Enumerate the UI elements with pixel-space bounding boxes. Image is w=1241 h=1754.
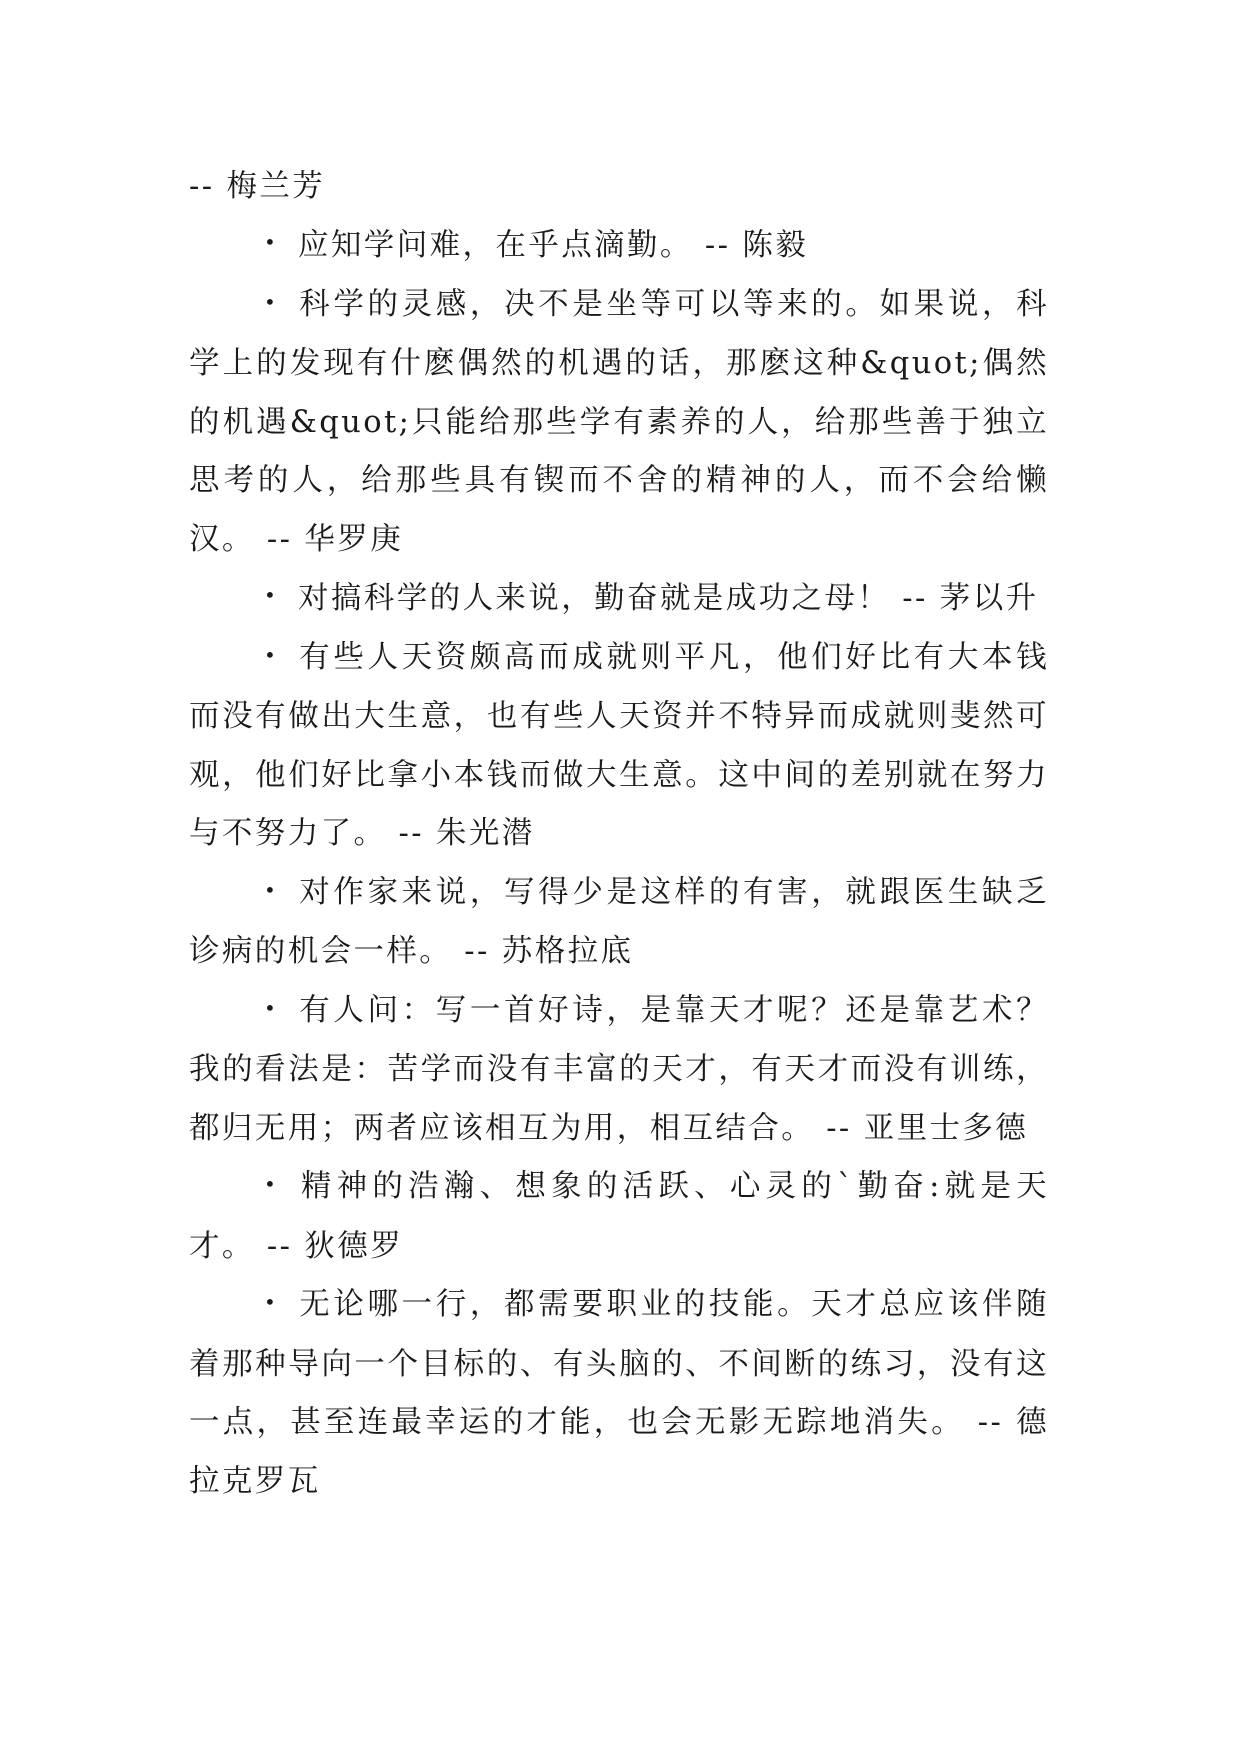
list-item (189, 276, 1049, 570)
quote-text: 精神的浩瀚、想象的活跃、心灵的`勤奋:就是天才。 -- 狄德罗 (189, 1169, 1049, 1264)
quote-text: 有些人天资颇高而成就则平凡，他们好比有大本钱而没有做出大生意，也有些人天资并不特异而成就则斐然可观，他们好比拿小本钱而做大生意。这中间的差别就在努力与不努力了。 -- 朱光潜 (189, 639, 1049, 852)
quote-text: 对作家来说，写得少是这样的有害，就跟医生缺乏诊病的机会一样。 -- 苏格拉底 (189, 874, 1049, 970)
list-item (189, 629, 1049, 864)
bullet-icon: • (264, 877, 279, 902)
quote-text: 有人问：写一首好诗，是靠天才呢？还是靠艺术？我的看法是：苦学而没有丰富的天才，有天才而没有训练，都归无用；两者应该相互为用，相互结合。 -- 亚里士多德 (189, 992, 1049, 1146)
bullet-icon: • (264, 289, 279, 314)
bullet-icon: • (264, 230, 279, 255)
quote-text: 对搞科学的人来说，勤奋就是成功之母！ -- 茅以升 (298, 580, 1039, 616)
quote-text: 无论哪一行，都需要职业的技能。天才总应该伴随着那种导向一个目标的、有头脑的、不间断的练习，没有这一点，甚至连最幸运的才能，也会无影无踪地消失。 -- 德拉克罗瓦 (189, 1287, 1049, 1499)
bullet-icon: • (264, 1172, 279, 1197)
list-item (189, 1276, 1049, 1511)
quote-text: 科学的灵感，决不是坐等可以等来的。如果说，科学上的发现有什麽偶然的机遇的话，那麽这种&quot;偶然的机遇&quot;只能给那些学有素养的人，给那些善于独立思考的人，给那些具有锲而不舍的精神的人，而不会给懒汉。 -- 华罗庚 (189, 286, 1049, 557)
quote-text: 应知学问难，在乎点滴勤。 -- 陈毅 (298, 227, 809, 263)
opening-attribution: -- 梅兰芳 (189, 169, 326, 204)
quote-text-block (189, 158, 1049, 1511)
list-item (189, 217, 1049, 276)
bullet-icon: • (264, 642, 279, 667)
bullet-icon: • (264, 1289, 279, 1314)
list-item (189, 570, 1049, 629)
list-item (189, 864, 1049, 982)
list-item (189, 1158, 1049, 1276)
list-item (189, 982, 1049, 1158)
bullet-icon: • (264, 995, 279, 1020)
bullet-icon: • (264, 583, 279, 608)
